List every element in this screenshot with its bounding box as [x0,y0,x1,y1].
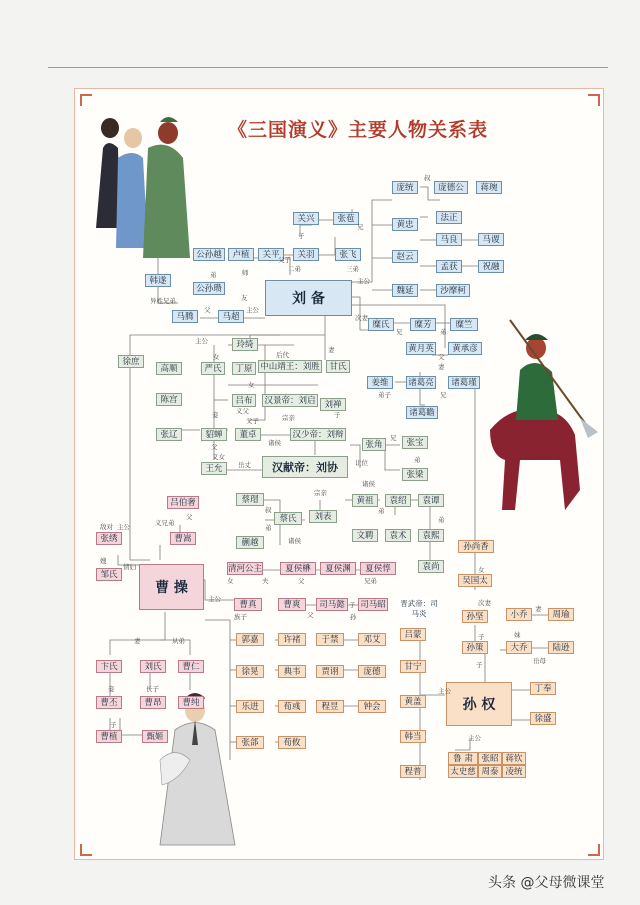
person-node[interactable]: 吕布 [232,394,256,407]
relation-label: 岳母 [533,657,546,665]
person-node[interactable]: 黄盖 [400,695,426,708]
relation-label: 主公 [357,277,370,285]
relation-label: 诸侯 [288,537,301,545]
relation-label: 长子 [146,685,159,693]
person-node[interactable]: 甄姬 [142,730,168,743]
person-node[interactable]: 蔡瑁 [236,493,264,506]
person-node[interactable]: 吕伯奢 [167,496,199,509]
person-node[interactable]: 周泰 [478,765,502,778]
relation-label: 叔 [424,174,431,182]
relation-label: 主公 [246,306,259,314]
person-node[interactable]: 典韦 [278,665,306,678]
relation-label: 妾 [212,411,219,419]
person-node[interactable]: 张绣 [96,532,122,545]
person-node[interactable]: 马腾 [172,310,198,323]
person-node[interactable]: 玲绮 [232,338,258,351]
relation-label: 弟 [378,507,385,515]
person-node[interactable]: 诸葛亮 [406,376,436,389]
person-node[interactable]: 徐庶 [118,355,144,368]
person-node[interactable]: 曹纯 [178,696,204,709]
relation-label: 主公 [468,734,481,742]
person-node[interactable]: 大乔 [506,641,532,654]
relation-label: 让位 [355,459,368,467]
relation-label: 义父 [236,407,249,415]
person-node[interactable]: 甘氏 [326,360,350,373]
person-node[interactable]: 袁谭 [418,494,444,507]
relation-label: 弟 [265,524,272,532]
relation-label: 妻 [328,346,335,354]
person-node[interactable]: 关兴 [293,212,319,225]
person-node[interactable]: 张飞 [335,248,361,261]
person-node[interactable]: 袁术 [385,529,411,542]
person-node[interactable]: 袁尚 [418,560,444,573]
person-node[interactable]: 董卓 [235,428,261,441]
person-node[interactable]: 小乔 [506,608,532,621]
person-node[interactable]: 张角 [362,438,386,451]
person-node[interactable]: 曹仁 [178,660,204,673]
relation-label: 妻 [438,363,445,371]
person-node[interactable]: 乐进 [236,700,264,713]
person-node[interactable]: 糜竺 [450,318,478,331]
relation-label: 弟 [210,271,217,279]
relation-label: 子 [334,411,341,419]
sun-quan-node[interactable]: 孙 权 [446,682,512,726]
person-node[interactable]: 曹爽 [278,598,306,611]
person-node[interactable]: 夏侯渊 [320,562,356,575]
person-node[interactable]: 程昱 [316,700,344,713]
person-node[interactable]: 严氏 [201,362,225,375]
relation-label: 父 [186,513,193,521]
relation-label: 子 [476,661,483,669]
person-node[interactable]: 公孙越 [193,248,225,261]
person-node[interactable]: 庞德 [358,665,386,678]
three-brothers-illustration [88,108,203,258]
person-node[interactable]: 关平 [258,248,284,261]
relation-label: 父 [298,577,305,585]
relation-label: 师 [242,269,249,277]
relation-label: 夫 [262,577,269,585]
relation-label: 主公 [117,523,130,531]
person-node[interactable]: 徐晃 [236,665,264,678]
relation-label: 义女 [212,453,225,461]
jin-emperor-label: 晋武帝：司马炎 [398,598,440,620]
relation-label: 兄 [440,391,447,399]
person-node[interactable]: 卢植 [228,248,254,261]
person-node[interactable]: 于禁 [316,633,344,646]
relation-label: 父 [307,611,314,619]
person-node[interactable]: 马超 [218,310,244,323]
person-node[interactable]: 蒋钦 [502,752,526,765]
relation-label: 嫂 [100,557,107,565]
person-node[interactable]: 诸葛瑾 [448,376,480,389]
person-node[interactable]: 郭嘉 [236,633,264,646]
person-node[interactable]: 太史慈 [448,765,478,778]
relation-label: 兄 [357,223,364,231]
person-node[interactable]: 孙策 [462,641,488,654]
person-node[interactable]: 孙坚 [462,610,488,623]
emperor-xian-node[interactable]: 汉献帝：刘协 [262,456,348,478]
relation-label: 女 [248,381,255,389]
person-node[interactable]: 黄承彦 [448,342,482,355]
person-node[interactable]: 蔡氏 [274,512,302,525]
person-node[interactable]: 陆逊 [548,641,574,654]
relation-label: 女 [227,577,234,585]
relation-label: 子 [110,721,117,729]
relation-label: 主公 [438,687,451,695]
person-node[interactable]: 马良 [436,233,462,246]
person-node[interactable]: 黄忠 [392,218,418,231]
liu-bei-node[interactable]: 刘 备 [265,280,352,316]
person-node[interactable]: 凌统 [502,765,526,778]
relation-label: 岳丈 [238,461,251,469]
source-watermark: 头条 @父母微课堂 [488,875,605,891]
person-node[interactable]: 吕蒙 [400,628,426,641]
person-node[interactable]: 刘禅 [320,398,346,411]
relation-label: 妾 [108,685,115,693]
person-node[interactable]: 曹植 [96,730,122,743]
relation-label: 从弟 [172,637,185,645]
relation-label: 三弟 [346,265,359,273]
relation-label: 兄弟 [364,577,377,585]
person-node[interactable]: 刘表 [309,510,337,523]
person-node[interactable]: 鲁 肃 [448,752,478,765]
relation-label: 族子 [234,613,247,621]
person-node[interactable]: 甘宁 [400,660,426,673]
relation-label: 诸侯 [268,439,281,447]
person-node[interactable]: 邓艾 [358,633,386,646]
person-node[interactable]: 夏侯惇 [360,562,396,575]
relation-label: 女 [213,353,220,361]
person-node[interactable]: 诸葛瞻 [406,406,438,419]
relation-label: 子 [478,633,485,641]
relation-label: 敌对 [100,523,113,531]
person-node[interactable]: 丁奉 [530,682,556,695]
person-node[interactable]: 祝融 [478,260,504,273]
person-node[interactable]: 貂蝉 [201,428,227,441]
relation-label: 情妇 [123,563,136,571]
person-node[interactable]: 曹真 [234,598,262,611]
relation-label: 孙 [350,613,357,621]
person-node[interactable]: 法正 [436,211,462,224]
person-node[interactable]: 张郃 [236,736,264,749]
person-node[interactable]: 曹丕 [96,696,122,709]
person-node[interactable]: 公孙瓒 [193,282,225,295]
person-node[interactable]: 荀彧 [278,700,306,713]
person-node[interactable]: 清河公主 [228,564,263,574]
person-node[interactable]: 汉少帝：刘辩 [290,428,346,441]
person-node[interactable]: 王允 [201,462,227,475]
person-node[interactable]: 司马昭 [358,598,388,611]
relation-label: 弟 [438,516,445,524]
relation-label: 宗亲 [314,489,327,497]
person-node[interactable]: 许褚 [278,633,306,646]
person-node[interactable]: 汉景帝：刘启 [262,394,318,407]
person-node[interactable]: 钟会 [358,700,386,713]
relation-label: 父 [204,306,211,314]
person-node[interactable]: 庞统 [392,181,418,194]
person-node[interactable]: 张宝 [402,436,428,449]
person-node[interactable]: 赵云 [392,250,418,263]
person-node[interactable]: 张苞 [333,212,359,225]
relation-label: 异姓兄弟 [150,297,176,305]
person-node[interactable]: 陈宫 [156,393,182,406]
person-node[interactable]: 邹氏 [96,568,122,581]
person-node[interactable]: 卞氏 [96,660,122,673]
relation-label: 妹 [514,631,521,639]
person-node[interactable]: 韩遂 [145,274,171,287]
person-node[interactable]: 沙摩柯 [436,284,470,297]
person-node[interactable]: 文聘 [352,529,378,542]
relation-label: 弟 [440,328,447,336]
chart-title: 《三国演义》主要人物关系表 [228,119,489,141]
person-node[interactable]: 姜维 [367,376,393,389]
relation-label: 兄 [390,434,397,442]
relation-label: 子 [298,232,305,240]
person-node[interactable]: 孟获 [436,260,462,273]
person-node[interactable]: 张昭 [478,752,502,765]
relation-label: 二弟 [288,265,301,273]
person-node[interactable]: 荀攸 [278,736,306,749]
relation-label: 女 [478,566,485,574]
relation-label: 叔 [265,506,272,514]
person-node[interactable]: 糜氏 [368,318,394,331]
relation-label: 次妻 [478,599,491,607]
person-node[interactable]: 丁原 [232,362,256,375]
person-node[interactable]: 韩当 [400,730,426,743]
person-node[interactable]: 蒯越 [236,536,264,549]
relation-label: 妻 [134,637,141,645]
relation-label: 父 [438,353,445,361]
person-node[interactable]: 刘氏 [140,660,166,673]
relation-label: 宗亲 [282,414,295,422]
person-node[interactable]: 曹昂 [140,696,166,709]
person-node[interactable]: 徐盛 [530,712,556,725]
zhuge-liang-illustration [150,690,245,850]
person-node[interactable]: 张辽 [156,428,182,441]
guan-yu-on-horse-illustration [480,310,600,520]
person-node[interactable]: 孙尚香 [458,540,494,553]
person-node[interactable]: 魏延 [392,284,418,297]
person-node[interactable]: 蒋琬 [476,181,502,194]
relation-label: 父子 [246,417,259,425]
person-node[interactable]: 贾诩 [316,665,344,678]
relation-label: 主公 [195,337,208,345]
person-node[interactable]: 黄祖 [352,494,378,507]
person-node[interactable]: 张梁 [402,468,428,481]
relation-label: 弟 [414,456,421,464]
person-node[interactable]: 马谡 [478,233,504,246]
relation-label: 友 [241,294,248,302]
person-node[interactable]: 曹嵩 [170,532,196,545]
person-node[interactable]: 中山靖王：刘胜 [258,360,322,373]
relation-label: 主公 [208,595,221,603]
person-node[interactable]: 司马懿 [316,598,348,611]
relation-label: 妻 [535,605,542,613]
person-node[interactable]: 高顺 [156,362,182,375]
person-node[interactable]: 糜芳 [410,318,436,331]
person-node[interactable]: 袁熙 [418,529,444,542]
person-node[interactable]: 袁绍 [385,494,411,507]
relation-label: 父子 [278,256,291,264]
person-node[interactable]: 庞德公 [434,181,468,194]
person-node[interactable]: 关羽 [293,248,319,261]
relation-label: 后代 [276,351,289,359]
person-node[interactable]: 黄月英 [406,342,436,355]
person-node[interactable]: 夏侯楙 [280,562,316,575]
cao-cao-node[interactable]: 曹 操 [139,564,204,610]
relation-label: 兄 [396,328,403,336]
person-node[interactable]: 程普 [400,765,426,778]
relation-label: 弟子 [378,391,391,399]
relation-label: 诸侯 [362,480,375,488]
relation-label: 次妻 [355,314,368,322]
person-node[interactable]: 周瑜 [548,608,574,621]
relation-label: 义兄弟 [155,519,175,527]
relation-label: 父 [211,443,218,451]
person-node[interactable]: 吴国太 [458,574,492,587]
relation-label: 子 [349,601,356,609]
